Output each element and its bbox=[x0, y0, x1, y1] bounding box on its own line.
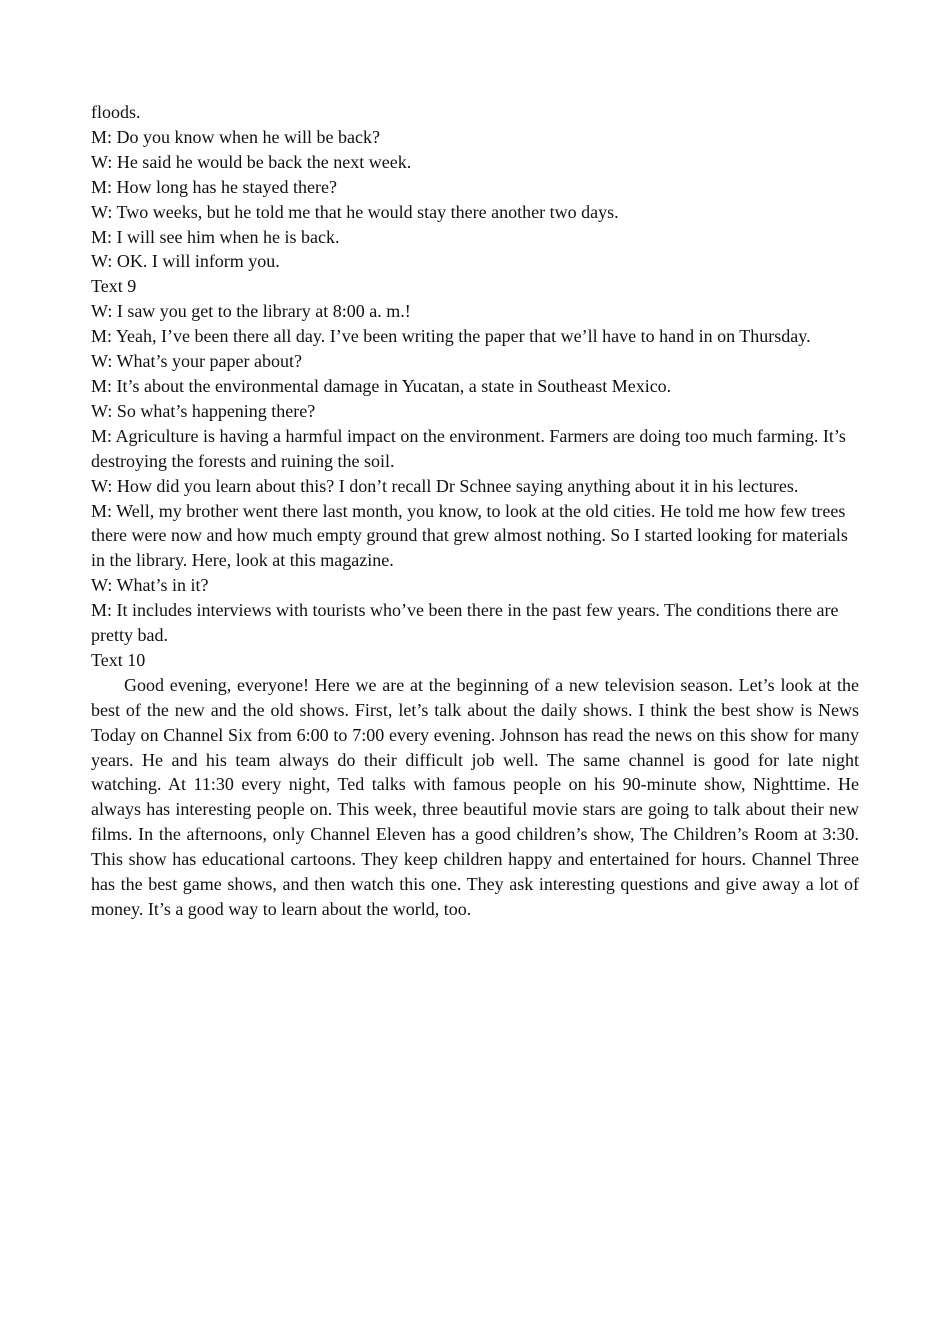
section-heading-text10: Text 10 bbox=[91, 649, 146, 670]
dialogue-line: M: I will see him when he is back. bbox=[91, 226, 340, 247]
dialogue-line: W: What’s in it? bbox=[91, 575, 209, 596]
dialogue-line: M: Agriculture is having a harmful impact on the environment. Farmers are doing too much farming. It’s destroying the forests and ruining the soil. bbox=[91, 425, 846, 471]
dialogue-line: M: Well, my brother went there last month, you know, to look at the old cities. He told me how few trees there were now and how much empty ground that grew almost nothing. So I started looking for materials in the library. Here, look at this magazine. bbox=[91, 500, 848, 571]
dialogue-line: W: How did you learn about this? I don’t recall Dr Schnee saying anything about it in his lectures. bbox=[91, 475, 799, 496]
dialogue-line: M: It’s about the environmental damage in Yucatan, a state in Southeast Mexico. bbox=[91, 375, 672, 396]
dialogue-line: M: Yeah, I’ve been there all day. I’ve been writing the paper that we’ll have to hand in on Thursday. bbox=[91, 326, 811, 347]
dialogue-line: W: OK. I will inform you. bbox=[91, 251, 280, 272]
dialogue-line: W: He said he would be back the next week. bbox=[91, 151, 412, 172]
dialogue-line: M: Do you know when he will be back? bbox=[91, 126, 380, 147]
dialogue-line: W: I saw you get to the library at 8:00 a. m.! bbox=[91, 301, 411, 322]
dialogue-line: W: Two weeks, but he told me that he would stay there another two days. bbox=[91, 201, 619, 222]
dialogue-line: floods. bbox=[91, 102, 141, 122]
monologue-paragraph: Good evening, everyone! Here we are at the beginning of a new television season. Let’s look at the best of the new and the old shows. First, let’s talk about the daily shows. I think the best show is News Today on Channel Six from 6:00 to 7:00 every evening. Johnson has read the news on this show for many years. He and his team always do their difficult job well. The same channel is good for late night watching. At 11:30 every night, Ted talks with famous people on his 90-minute show, Nighttime. He always has interesting people on. This week, three beautiful movie stars are going to talk about their new films. In the afternoons, only Channel Eleven has a good children’s show, The Children’s Room at 3:30. This show has educational cartoons. They keep children happy and entertained for hours. Channel Three has the best game shows, and then watch this one. They ask interesting questions and give away a lot of money. It’s a good way to learn about the world, too. bbox=[91, 674, 859, 919]
dialogue-line: W: What’s your paper about? bbox=[91, 351, 302, 372]
document-page bbox=[91, 100, 859, 922]
dialogue-line: M: How long has he stayed there? bbox=[91, 176, 337, 197]
dialogue-line: M: It includes interviews with tourists who’ve been there in the past few years. The conditions there are pretty bad. bbox=[91, 600, 839, 646]
section-heading-text9: Text 9 bbox=[91, 276, 137, 297]
dialogue-line: W: So what’s happening there? bbox=[91, 400, 316, 421]
